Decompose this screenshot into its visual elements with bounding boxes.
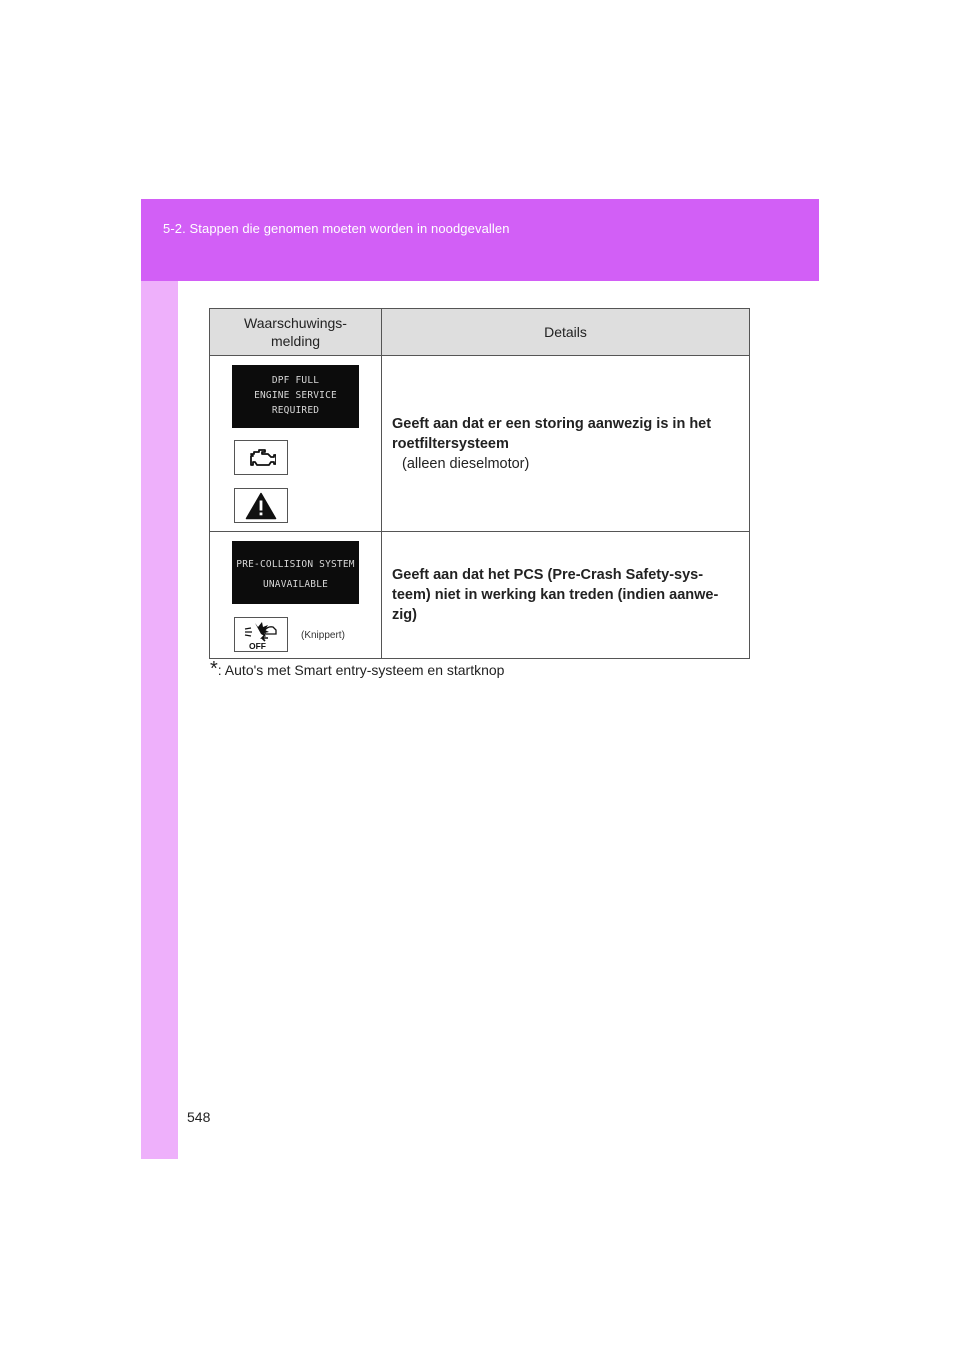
lcd-line: DPF FULL [271, 375, 320, 386]
lcd-message-dpf [232, 365, 359, 428]
lcd-line: REQUIRED [271, 405, 320, 416]
details-cell [382, 356, 750, 532]
lcd-message-pcs [232, 541, 359, 604]
pcs-off-icon [234, 617, 288, 652]
table-header-row [210, 309, 750, 356]
footnote-marker: * [210, 658, 218, 680]
warning-triangle-icon [234, 488, 288, 523]
page-number: 548 [187, 1109, 211, 1125]
footnote-text: : Auto's met Smart entry-systeem en startknop [217, 662, 505, 678]
warning-message-cell [210, 356, 382, 532]
detail-description: Geeft aan dat er een storing aanwezig is in het roetfiltersysteem [392, 415, 712, 452]
column-header-warning: Waarschuwings- melding [210, 309, 382, 356]
table-row [210, 532, 750, 659]
section-header-band [141, 199, 819, 281]
lcd-line: ENGINE SERVICE [254, 390, 337, 401]
footnote [210, 658, 505, 685]
engine-check-icon [234, 440, 288, 475]
side-margin-band [141, 281, 178, 1159]
warning-message-cell [210, 532, 382, 659]
detail-description: Geeft aan dat het PCS (Pre-Crash Safety-sys-teem) niet in werking kan treden (indien aanwe-zig) [392, 567, 719, 623]
lcd-line: PRE-COLLISION SYSTEM [236, 559, 355, 570]
lcd-line: UNAVAILABLE [262, 579, 329, 590]
pcs-off-label: OFF [249, 640, 266, 650]
warning-table [209, 308, 750, 659]
section-title: 5-2. Stappen die genomen moeten worden in noodgevallen [163, 221, 510, 236]
table-row [210, 356, 750, 532]
column-header-details: Details [382, 309, 750, 356]
details-cell [382, 532, 750, 659]
blink-note: (Knippert) [301, 630, 345, 641]
detail-note: (alleen dieselmotor) [402, 455, 530, 472]
